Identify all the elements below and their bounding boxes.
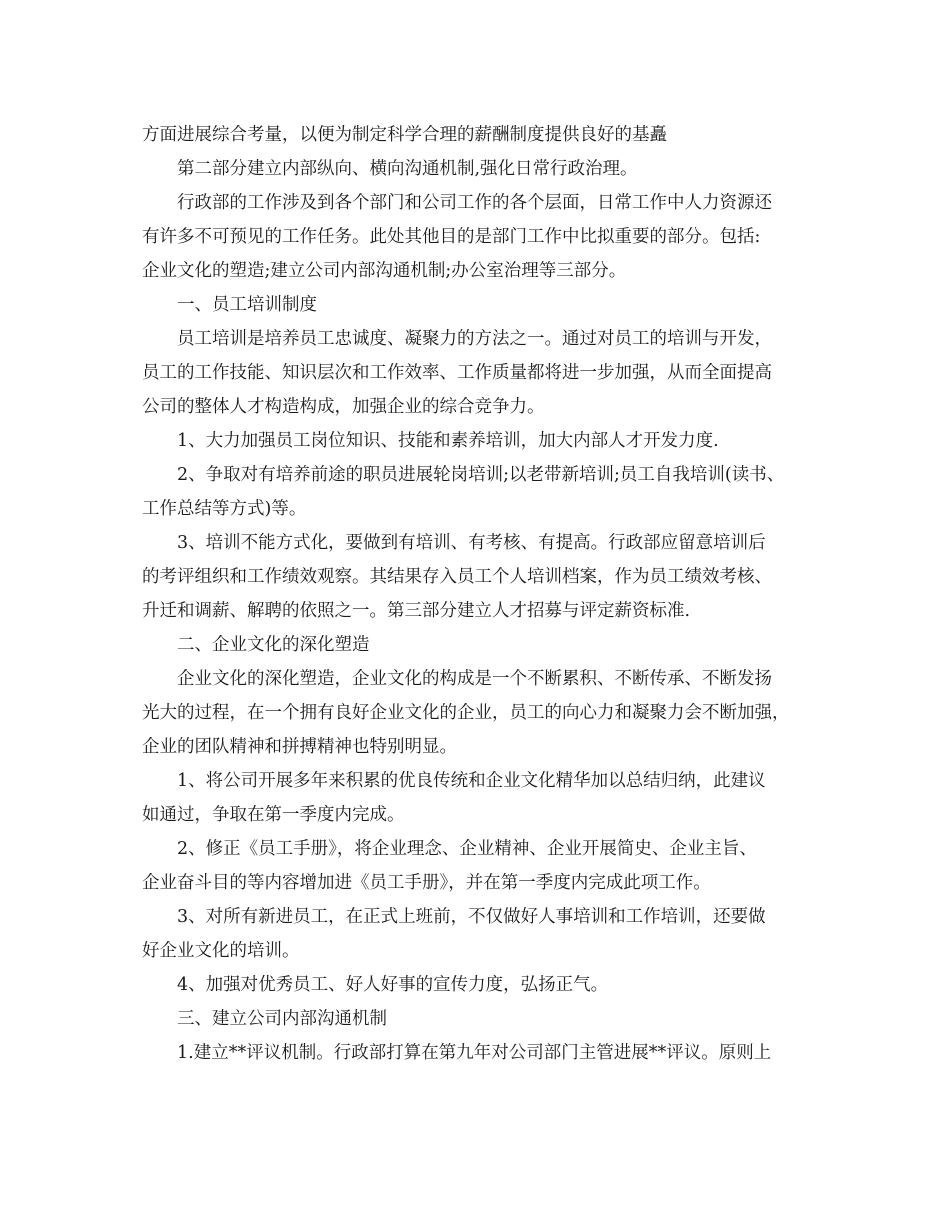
section-heading: 二、企业文化的深化塑造 [177,635,370,655]
section-heading: 三、建立公司内部沟通机制 [177,1009,387,1029]
list-item: 3、对所有新进员工，在正式上班前，不仅做好人事培训和工作培训，还要做 [177,907,766,927]
body-text-line: 行政部的工作涉及到各个部门和公司工作的各个层面，日常工作中人力资源还 [177,193,772,213]
body-text-line: 公司的整体人才构造构成，加强企业的综合竞争力。 [142,397,545,417]
body-text-line: 企业奋斗目的等内容增加进《员工手册》，并在第一季度内完成此项工作。 [142,873,711,893]
body-text-line: 好企业文化的培训。 [142,941,300,961]
section-heading: 一、员工培训制度 [177,295,317,315]
section-heading: 第二部分建立内部纵向、横向沟通机制,强化日常行政治理。 [177,159,638,179]
list-item: 1、将公司开展多年来积累的优良传统和企业文化精华加以总结归纳，此建议 [177,771,766,791]
body-text-line: 员工的工作技能、知识层次和工作效率、工作质量都将进一步加强，从而全面提高 [142,363,772,383]
body-text-line: 升迁和调薪、解聘的依照之一。第三部分建立人才招募与评定薪资标准. [142,601,691,621]
body-text-line: 企业文化的塑造;建立公司内部沟通机制;办公室治理等三部分。 [142,261,627,281]
list-item: 2、争取对有培养前途的职员进展轮岗培训;以老带新培训;员工自我培训(读书、 [177,465,785,485]
body-text-line: 方面进展综合考量，以便为制定科学合理的薪酬制度提供良好的基矗 [142,125,667,145]
body-text-line: 员工培训是培养员工忠诚度、凝聚力的方法之一。通过对员工的培训与开发， [177,329,772,349]
body-text-line: 有许多不可预见的工作任务。此处其他目的是部门工作中比拟重要的部分。包括: [142,227,761,247]
list-item: 3、培训不能方式化，要做到有培训、有考核、有提高。行政部应留意培训后 [177,533,766,553]
body-text-line: 企业文化的深化塑造，企业文化的构成是一个不断累积、不断传承、不断发扬 [177,669,772,689]
body-text-line: 如通过，争取在第一季度内完成。 [142,805,405,825]
body-text-line: 企业的团队精神和拼搏精神也特别明显。 [142,737,457,757]
body-text-line: 的考评组织和工作绩效观察。其结果存入员工个人培训档案，作为员工绩效考核、 [142,567,772,587]
body-text-line: 光大的过程，在一个拥有良好企业文化的企业，员工的向心力和凝聚力会不断加强， [142,703,790,723]
list-item: 4、加强对优秀员工、好人好事的宣传力度，弘扬正气。 [177,975,609,995]
list-item: 1.建立**评议机制。行政部打算在第九年对公司部门主管进展**评议。原则上 [177,1043,772,1063]
body-text-line: 工作总结等方式)等。 [142,499,307,519]
list-item: 1、大力加强员工岗位知识、技能和素养培训，加大内部人才开发力度. [177,431,719,451]
list-item: 2、修正《员工手册》，将企业理念、企业精神、企业开展简史、企业主旨、 [177,839,757,859]
